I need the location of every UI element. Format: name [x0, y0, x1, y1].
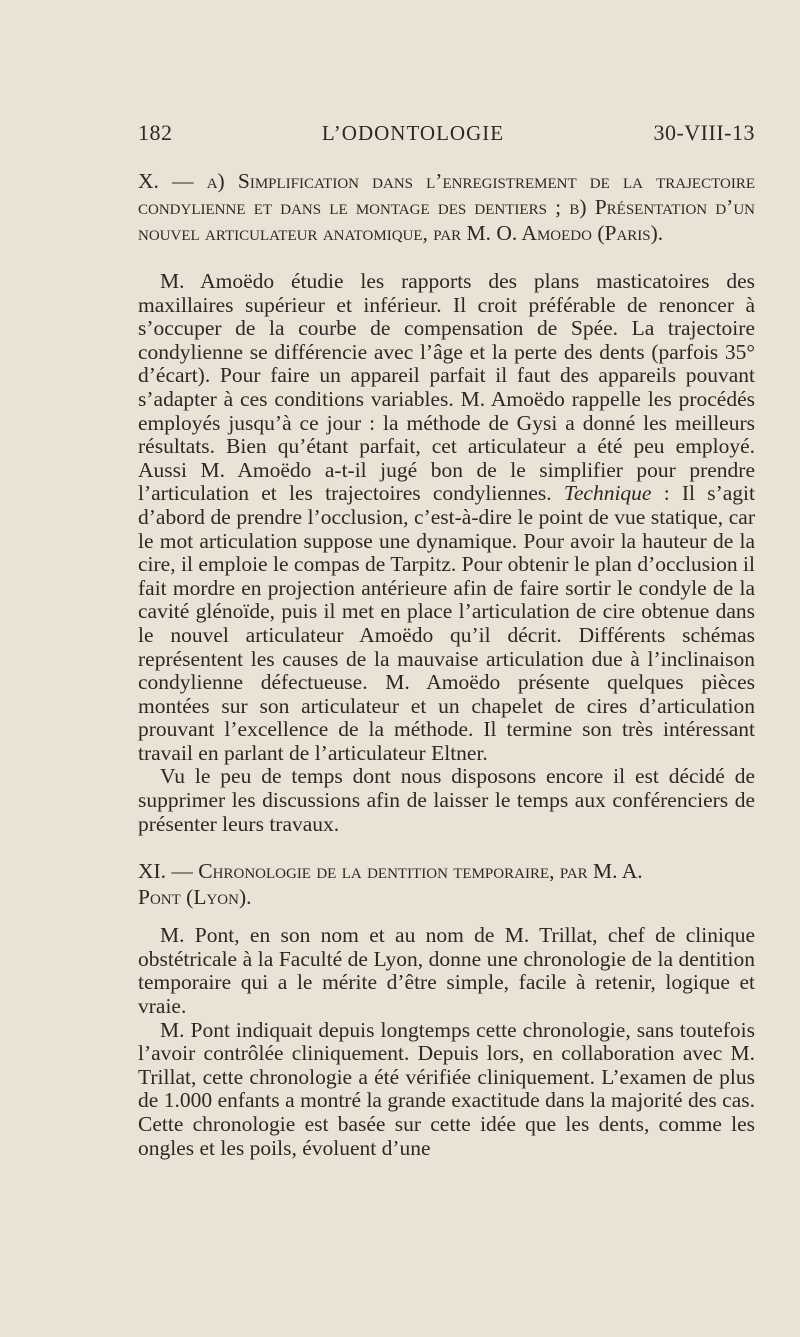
- running-header: [138, 120, 755, 146]
- section-xi-heading: [138, 858, 755, 910]
- page-number: 182: [138, 120, 173, 145]
- section-xi-paragraph-2: M. Pont indiquait depuis longtemps cette chronologie, sans toutefois l’avoir contrôlée cliniquement. Depuis lors, en collaboration avec M. Trillat, cette chronologie a été vérifiée cliniquement. L’examen de plus de 1.000 enfants a montré la grande exactitude dans la majorité des cas. Cette chronologie est basée sur cette idée que les dents, comme les ongles et les poils, évoluent d’une: [138, 1017, 755, 1160]
- section-xi-heading-line-1: XI. — Chronologie de la dentition temporaire, par M. A.: [138, 859, 643, 884]
- section-x-heading: X. — a) Simplification dans l’enregistrement de la trajectoire condylienne et dans le montage des dentiers ; b) Présentation d’un nouvel articulateur anatomique, par M. O. Amoedo (Paris).: [138, 169, 755, 245]
- technique-label: Technique: [563, 481, 652, 506]
- section-x-paragraph-2: Vu le peu de temps dont nous disposons encore il est décidé de supprimer les discussions afin de laisser le temps aux conférenciers de présenter leurs travaux.: [138, 764, 755, 836]
- article-body: [138, 168, 755, 1160]
- paragraph-text: M. Amoëdo étudie les rapports des plans masticatoires des maxillaires supérieur et inférieur. Il croit préférable de renoncer à s’occuper de la courbe de compensation de Spée. La trajectoire condylienne se différencie avec l’âge et la perte des dents (parfois 35° d’écart). Pour faire un appareil parfait il faut des appareils pouvant s’adapter à ces conditions variables. M. Amoëdo rappelle les procédés employés jusqu’à ce jour : la méthode de Gysi a donné les meilleurs résultats. Bien qu’étant parfait, cet articulateur a été peu employé. Aussi M. Amoëdo a-t-il jugé bon de le simplifier pour prendre l’articulation et les trajectoires condyliennes.: [138, 269, 755, 506]
- journal-title: L’ODONTOLOGIE: [321, 121, 505, 145]
- section-x-paragraph-1: [138, 270, 755, 765]
- paragraph-text: : Il s’agit d’abord de prendre l’occlusion, c’est-à-dire le point de vue statique, car le mot articulation suppose une dynamique. Pour avoir la hauteur de la cire, il emploie le compas de Tarpitz. Pour obtenir le plan d’occlusion il fait mordre en projection antérieure afin de faire sortir le condyle de la cavité glénoïde, puis il met en place l’articulation de cire obtenue dans le nouvel articulateur Amoëdo qu’il décrit. Différents schémas représentent les causes de la mauvaise articulation due à l’inclinaison condylienne défectueuse. M. Amoëdo présente quelques pièces montées sur son articulateur et un chapelet de cires d’articulation prouvant l’excellence de la méthode. Il termine son très intéressant travail en parlant de l’articulateur Eltner.: [138, 481, 756, 765]
- section-xi-paragraph-1: M. Pont, en son nom et au nom de M. Trillat, chef de clinique obstétricale à la Faculté de Lyon, donne une chronologie de la dentition temporaire qui a le mérite d’être simple, facile à retenir, logique et vraie.: [138, 923, 755, 1019]
- issue-date: 30-VIII-13: [653, 120, 755, 145]
- section-xi-heading-line-2: Pont (Lyon).: [138, 885, 252, 910]
